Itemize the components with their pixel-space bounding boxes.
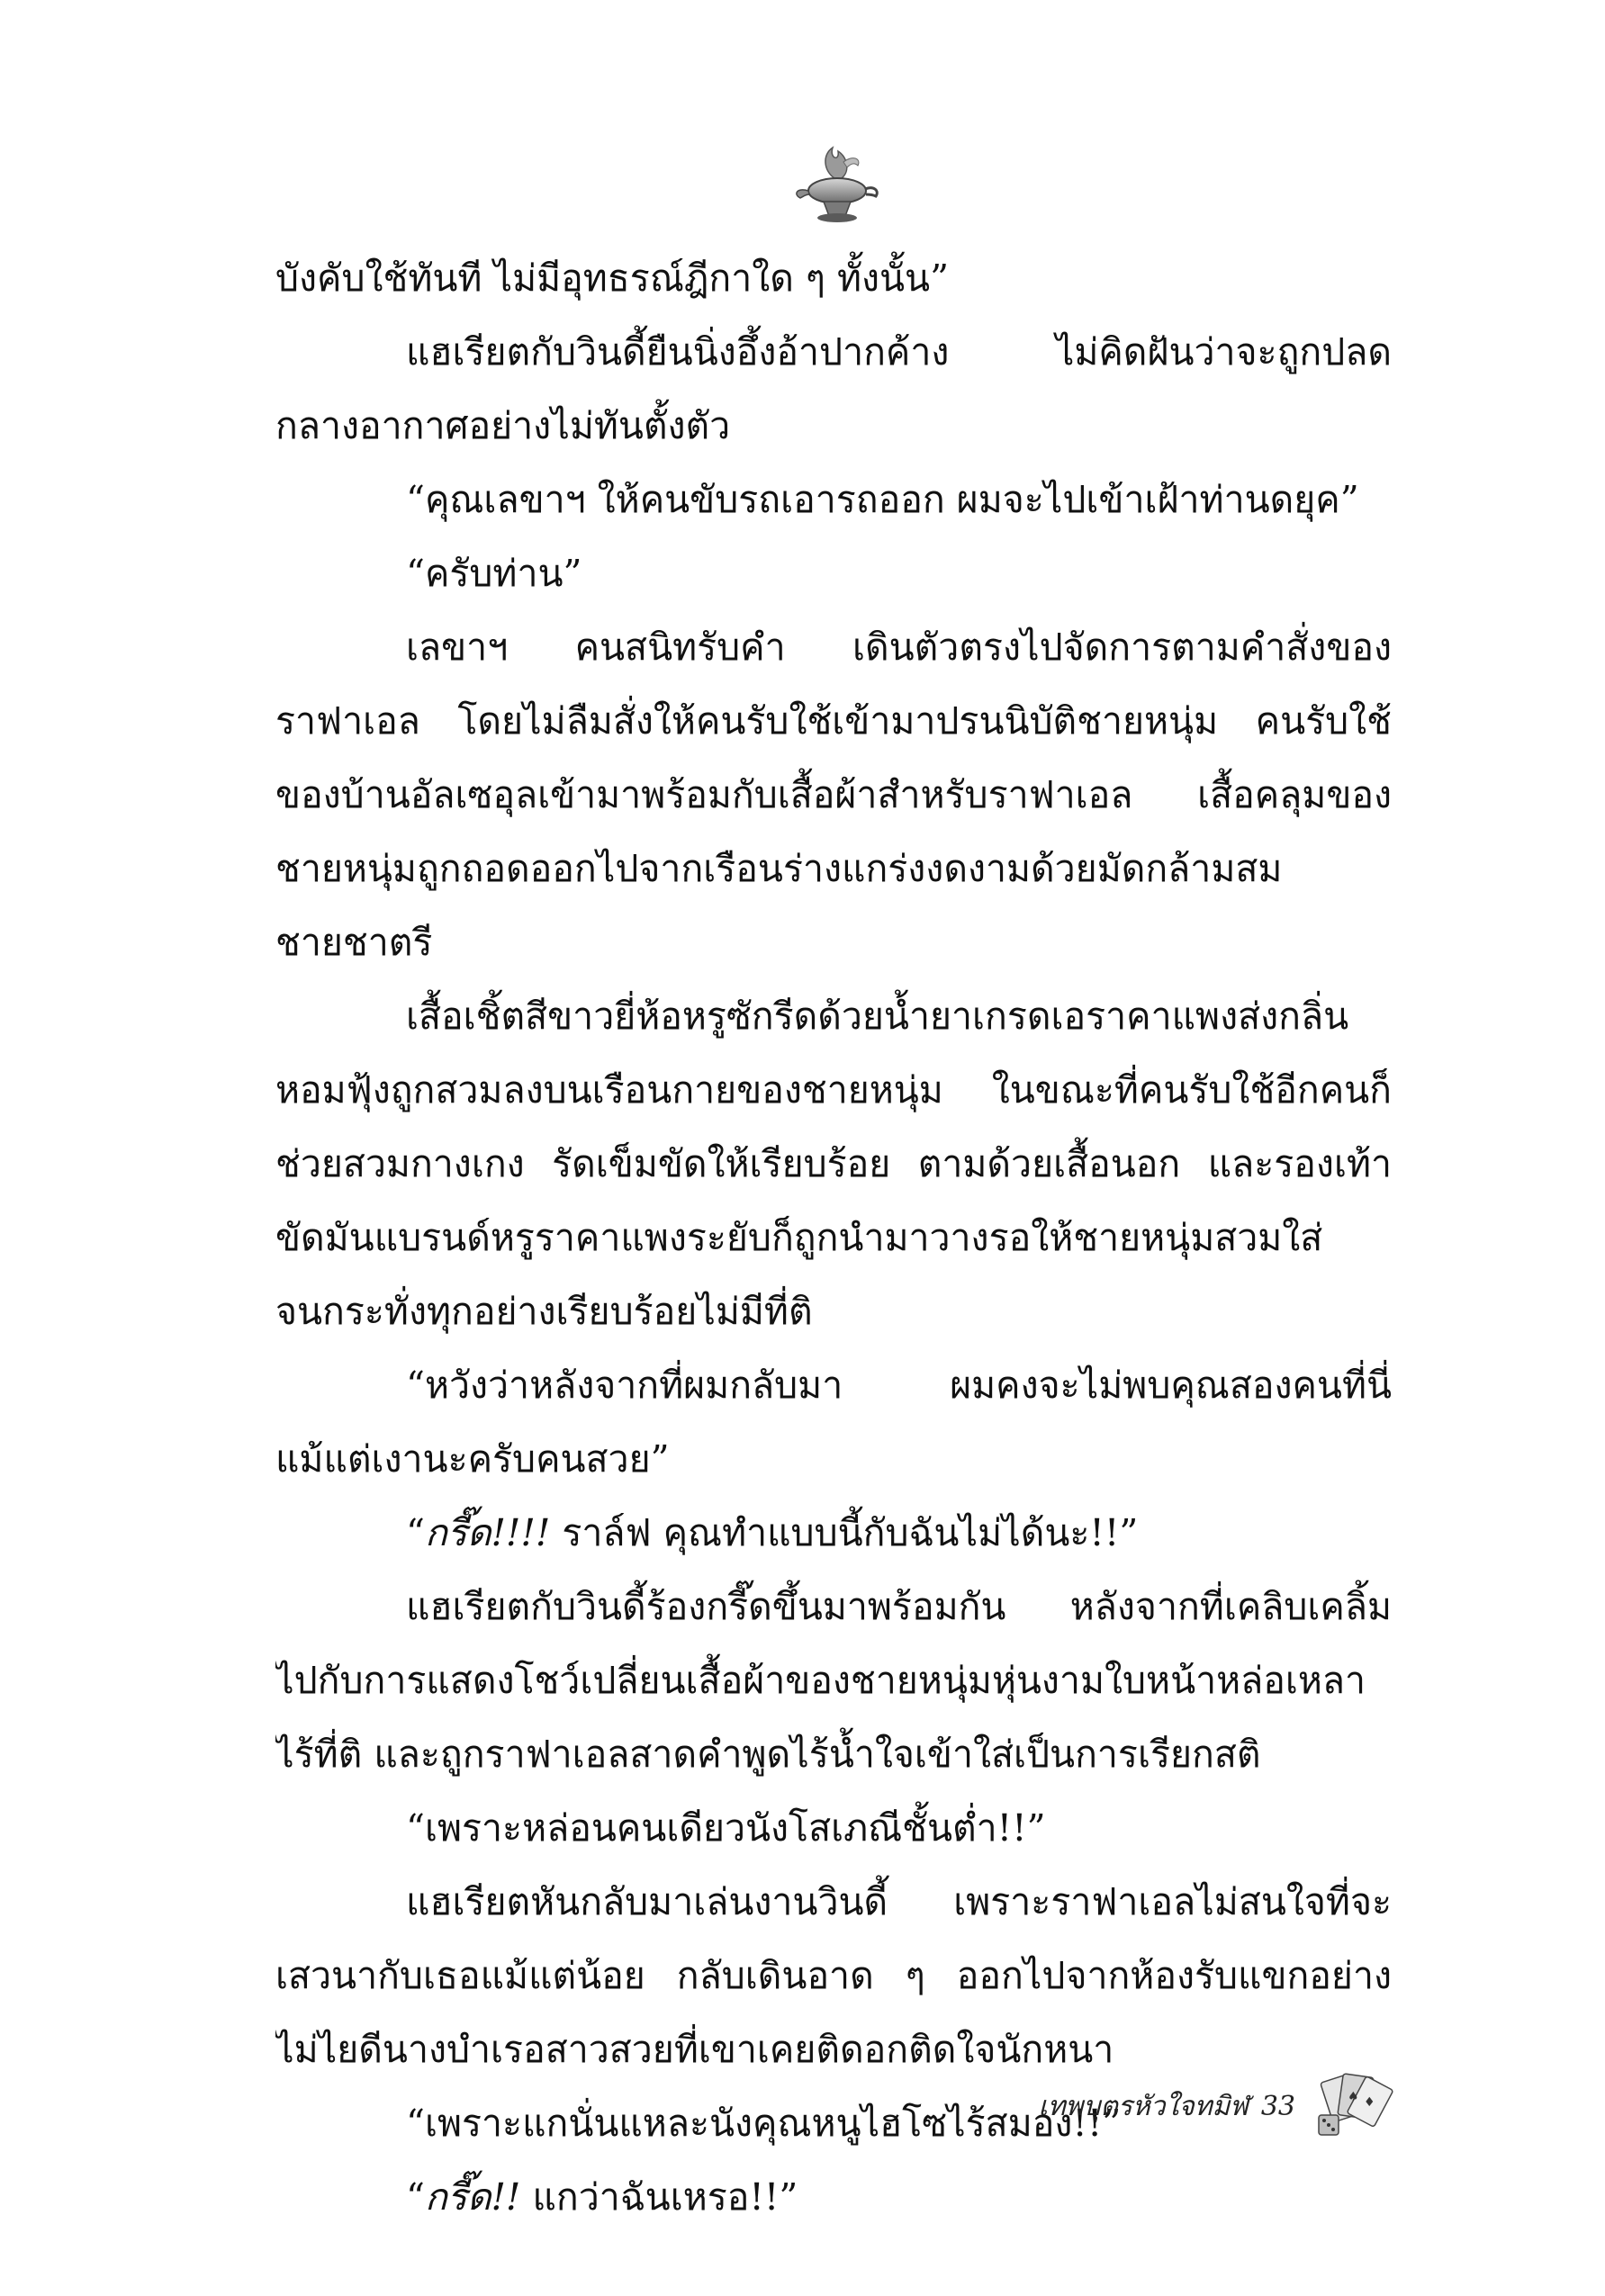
text-line: กลางอากาศอย่างไม่ทันตั้งตัว — [275, 404, 731, 447]
scream-italic: กรี๊ด!! — [424, 2175, 521, 2219]
text-line: “หวังว่าหลังจากที่ผมกลับมา ผมคงจะไม่พบคุณสองคนที่นี่ — [406, 1364, 1392, 1407]
text-line: “เพราะแกนั่นแหละนังคุณหนูไฮโซไร้สมอง!!” — [406, 2102, 1122, 2145]
text-line: ราฟาเอล โดยไม่ลืมสั่งให้คนรับใช้เข้ามาปรนนิบัติชายหนุ่ม คนรับใช้ — [275, 699, 1392, 743]
text-line: แฮเรียตกับวินดี้ร้องกรี๊ดขึ้นมาพร้อมกัน หลังจากที่เคลิบเคลิ้ม — [406, 1585, 1392, 1628]
text-line: ชายชาตรี — [275, 921, 433, 964]
text-line: เสวนากับเธอแม้แต่น้อย กลับเดินอาด ๆ ออกไปจากห้องรับแขกอย่าง — [275, 1954, 1392, 1997]
page-number: 33 — [1260, 2090, 1295, 2122]
quote-rest: แกว่าฉันเหรอ!!” — [520, 2175, 798, 2219]
text-line-dialogue — [275, 1496, 1392, 1570]
text-line: ไร้ที่ติ และถูกราฟาเอลสาดคำพูดไร้น้ำใจเข้าใส่เป็นการเรียกสติ — [275, 1733, 1261, 1776]
text-line: บังคับใช้ทันที ไม่มีอุทธรณ์ฎีกาใด ๆ ทั้งนั้น” — [275, 257, 950, 300]
quote-rest: ราล์ฟ คุณทำแบบนี้กับฉันไม่ได้นะ!!” — [550, 1511, 1139, 1554]
book-title: เทพบุตรหัวใจทมิฬ — [1038, 2090, 1249, 2122]
text-line: “คุณเลขาฯ ให้คนขับรถเอารถออก ผมจะไปเข้าเฝ้าท่านดยุค” — [406, 478, 1359, 521]
svg-text:♦: ♦ — [1364, 2095, 1375, 2110]
text-line: “เพราะหล่อนคนเดียวนังโสเภณีชั้นต่ำ!!” — [406, 1806, 1046, 1850]
text-line-dialogue — [275, 2160, 1392, 2234]
text-line: แฮเรียตหันกลับมาเล่นงานวินดี้ เพราะราฟาเอลไม่สนใจที่จะ — [406, 1880, 1392, 1923]
playing-cards-dice-icon — [1308, 2070, 1398, 2142]
body-text — [275, 241, 1392, 2234]
text-line: เลขาฯ คนสนิทรับคำ เดินตัวตรงไปจัดการตามคำสั่งของ — [406, 626, 1392, 669]
text-line: เสื้อเชิ้ตสีขาวยี่ห้อหรูซักรีดด้วยน้ำยาเกรดเอราคาแพงส่งกลิ่น — [406, 995, 1349, 1038]
text-line: จนกระทั่งทุกอย่างเรียบร้อยไม่มีที่ติ — [275, 1290, 813, 1333]
text-line: ของบ้านอัลเซอุลเข้ามาพร้อมกับเสื้อผ้าสำหรับราฟาเอล เสื้อคลุมของ — [275, 773, 1392, 816]
text-line: ช่วยสวมกางเกง รัดเข็มขัดให้เรียบร้อย ตามด้วยเสื้อนอก และรองเท้า — [275, 1142, 1392, 1185]
text-line: แม้แต่เงานะครับคนสวย” — [275, 1437, 670, 1481]
genie-lamp-icon — [788, 135, 887, 234]
text-line: ชายหนุ่มถูกถอดออกไปจากเรือนร่างแกร่งงดงามด้วยมัดกล้ามสม — [275, 847, 1283, 890]
text-line: แฮเรียตกับวินดี้ยืนนิ่งอึ้งอ้าปากค้าง ไม่คิดฝันว่าจะถูกปลด — [406, 330, 1392, 374]
text-line: ขัดมันแบรนด์หรูราคาแพงระยับก็ถูกนำมาวางรอให้ชายหนุ่มสวมใส่ — [275, 1216, 1323, 1259]
text-line: ไม่ไยดีนางบำเรอสาวสวยที่เขาเคยติดอกติดใจนักหนา — [275, 2028, 1114, 2071]
text-line: หอมฟุ้งถูกสวมลงบนเรือนกายของชายหนุ่ม ในขณะที่คนรับใช้อีกคนก็ — [275, 1068, 1392, 1112]
page-footer — [1038, 2070, 1398, 2142]
scream-italic: กรี๊ด!!!! — [424, 1511, 551, 1554]
svg-text:♠: ♠ — [1348, 2090, 1359, 2104]
text-line: “ครับท่าน” — [406, 552, 582, 595]
quote-open: “ — [406, 2175, 425, 2219]
quote-open: “ — [406, 1511, 425, 1554]
text-line: ไปกับการแสดงโชว์เปลี่ยนเสื้อผ้าของชายหนุ่มหุ่นงามใบหน้าหล่อเหลา — [275, 1659, 1366, 1702]
